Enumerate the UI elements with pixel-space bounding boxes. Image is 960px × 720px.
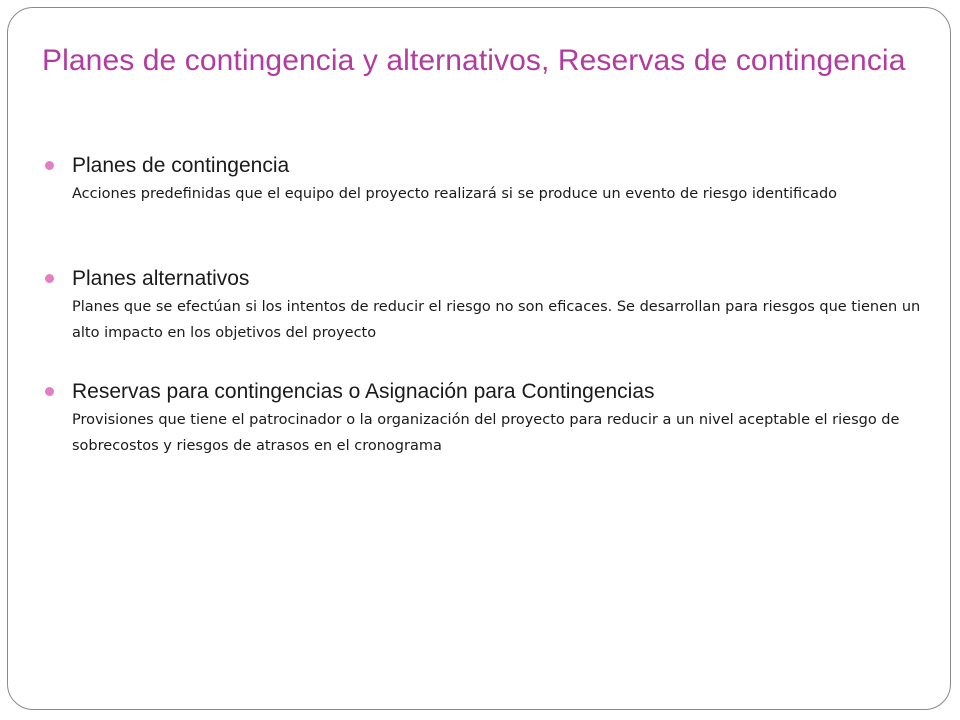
list-item-reservas-contingencia <box>45 379 952 459</box>
item-description: Acciones predefinidas que el equipo del proyecto realizará si se produce un evento de riesgo identificado <box>72 186 838 202</box>
bullet-icon <box>45 274 54 283</box>
list-item-planes-contingencia <box>45 153 952 207</box>
item-heading: Planes de contingencia <box>72 154 290 177</box>
slide-title: Planes de contingencia y alternativos, Reservas de contingencia <box>42 44 906 77</box>
bullet-icon <box>45 387 54 396</box>
item-description: Provisiones que tiene el patrocinador o la organización del proyecto para reducir a un nivel aceptable el riesgo de sobrecostos y riesgos de atrasos en el cronograma <box>72 412 900 454</box>
item-description: Planes que se efectúan si los intentos de reducir el riesgo no son eficaces. Se desarrollan para riesgos que tienen un alto impacto en los objetivos del proyecto <box>72 299 921 341</box>
slide-frame <box>7 7 951 710</box>
item-heading: Reservas para contingencias o Asignación para Contingencias <box>72 380 655 403</box>
item-heading: Planes alternativos <box>72 267 250 290</box>
bullet-icon <box>45 161 54 170</box>
list-item-planes-alternativos <box>45 266 952 346</box>
